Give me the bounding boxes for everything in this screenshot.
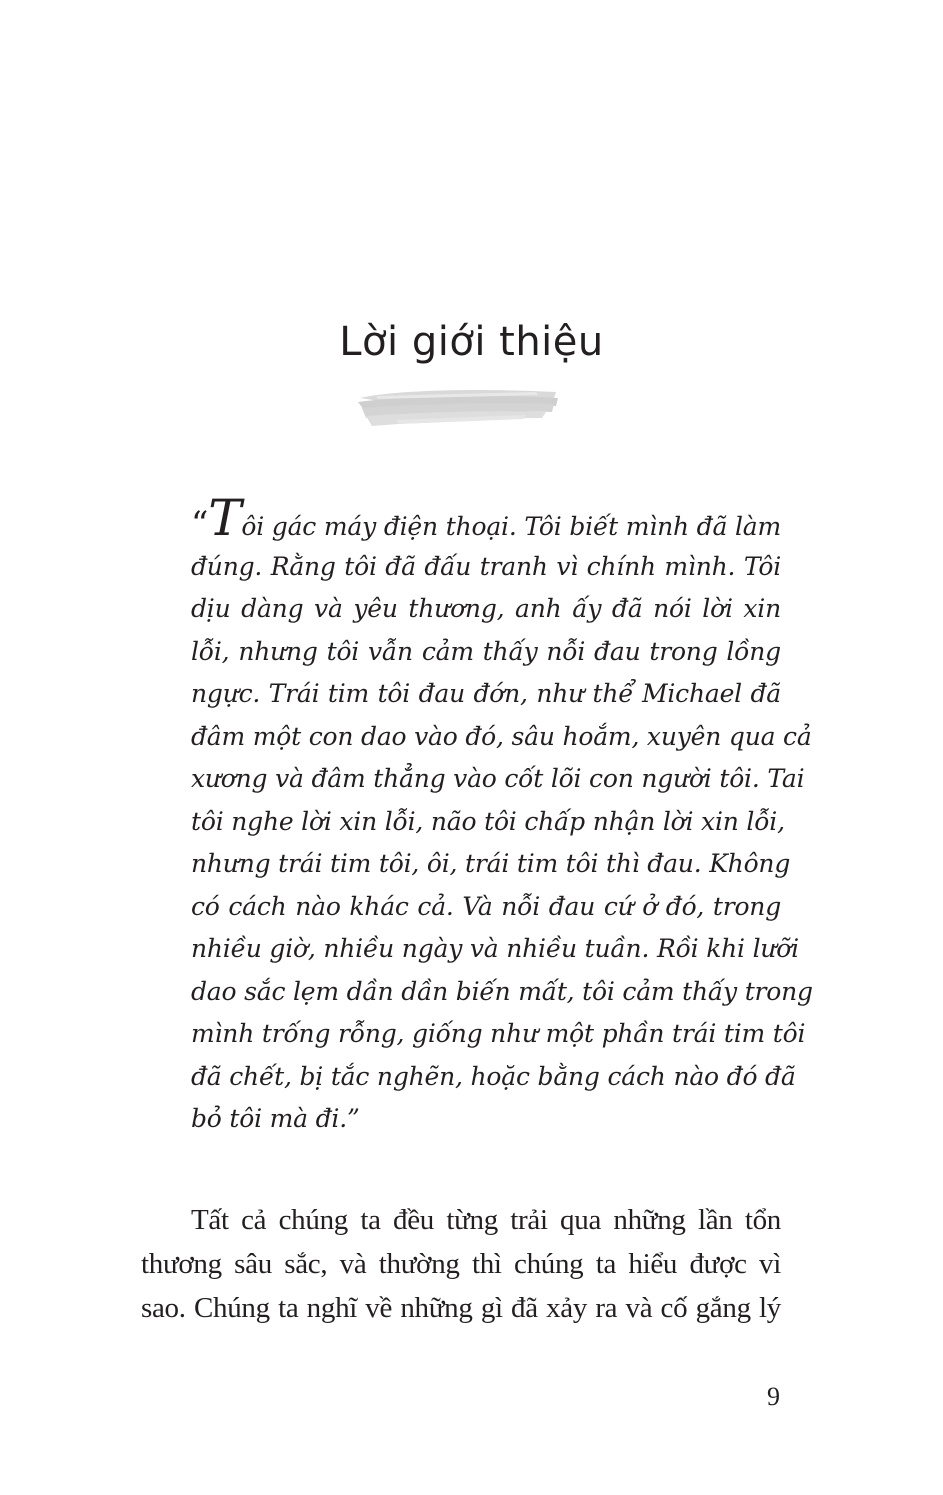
opening-quote-mark: “ [191,504,209,544]
page-number: 9 [767,1382,780,1411]
quote-line-8: tôi nghe lời xin lỗi, não tôi chấp nhận lời xin lỗi, [191,806,785,836]
quote-line-14: đã chết, bị tắc nghẽn, hoặc bằng cách nào đó đã [191,1061,796,1091]
drop-cap: T [208,489,242,547]
quote-line-5: ngực. Trái tim tôi đau đớn, như thể Michael đã [191,679,781,708]
quote-line-1 [191,489,781,547]
body-paragraph [141,1198,781,1330]
body-line-2: thương sâu sắc, và thường thì chúng ta hiểu được vì [141,1248,781,1280]
chapter-title: Lời giới thiệu [339,319,604,365]
epigraph-quote [191,489,813,1141]
quote-line-13: mình trống rỗng, giống như một phần trái tim tôi [191,1019,806,1048]
quote-line-11: nhiều giờ, nhiều ngày và nhiều tuần. Rồi khi lưỡi [191,934,799,963]
quote-line-6: đâm một con dao vào đó, sâu hoắm, xuyên qua cả [191,721,812,751]
body-line-3: sao. Chúng ta nghĩ về những gì đã xảy ra và cố gắng lý [141,1292,781,1324]
body-line-1: Tất cả chúng ta đều từng trải qua những lần tổn [191,1204,781,1236]
quote-line-15: bỏ tôi mà đi.” [191,1104,360,1133]
quote-line-12: dao sắc lẹm dần dần biến mất, tôi cảm thấy trong [191,976,813,1006]
quote-line-2: đúng. Rằng tôi đã đấu tranh vì chính mình. Tôi [191,551,781,581]
brush-stroke-divider [356,384,562,430]
quote-line-7: xương và đâm thẳng vào cốt lõi con người tôi. Tai [191,764,805,793]
quote-line-4: lỗi, nhưng tôi vẫn cảm thấy nỗi đau trong lồng [191,636,781,666]
quote-line-3: dịu dàng và yêu thương, anh ấy đã nói lời xin [191,594,781,623]
quote-line-text: ôi gác máy điện thoại. Tôi biết mình đã làm [241,512,781,541]
quote-line-10: có cách nào khác cả. Và nỗi đau cứ ở đó, trong [191,891,781,921]
quote-line-9: nhưng trái tim tôi, ôi, trái tim tôi thì đau. Không [191,849,791,878]
